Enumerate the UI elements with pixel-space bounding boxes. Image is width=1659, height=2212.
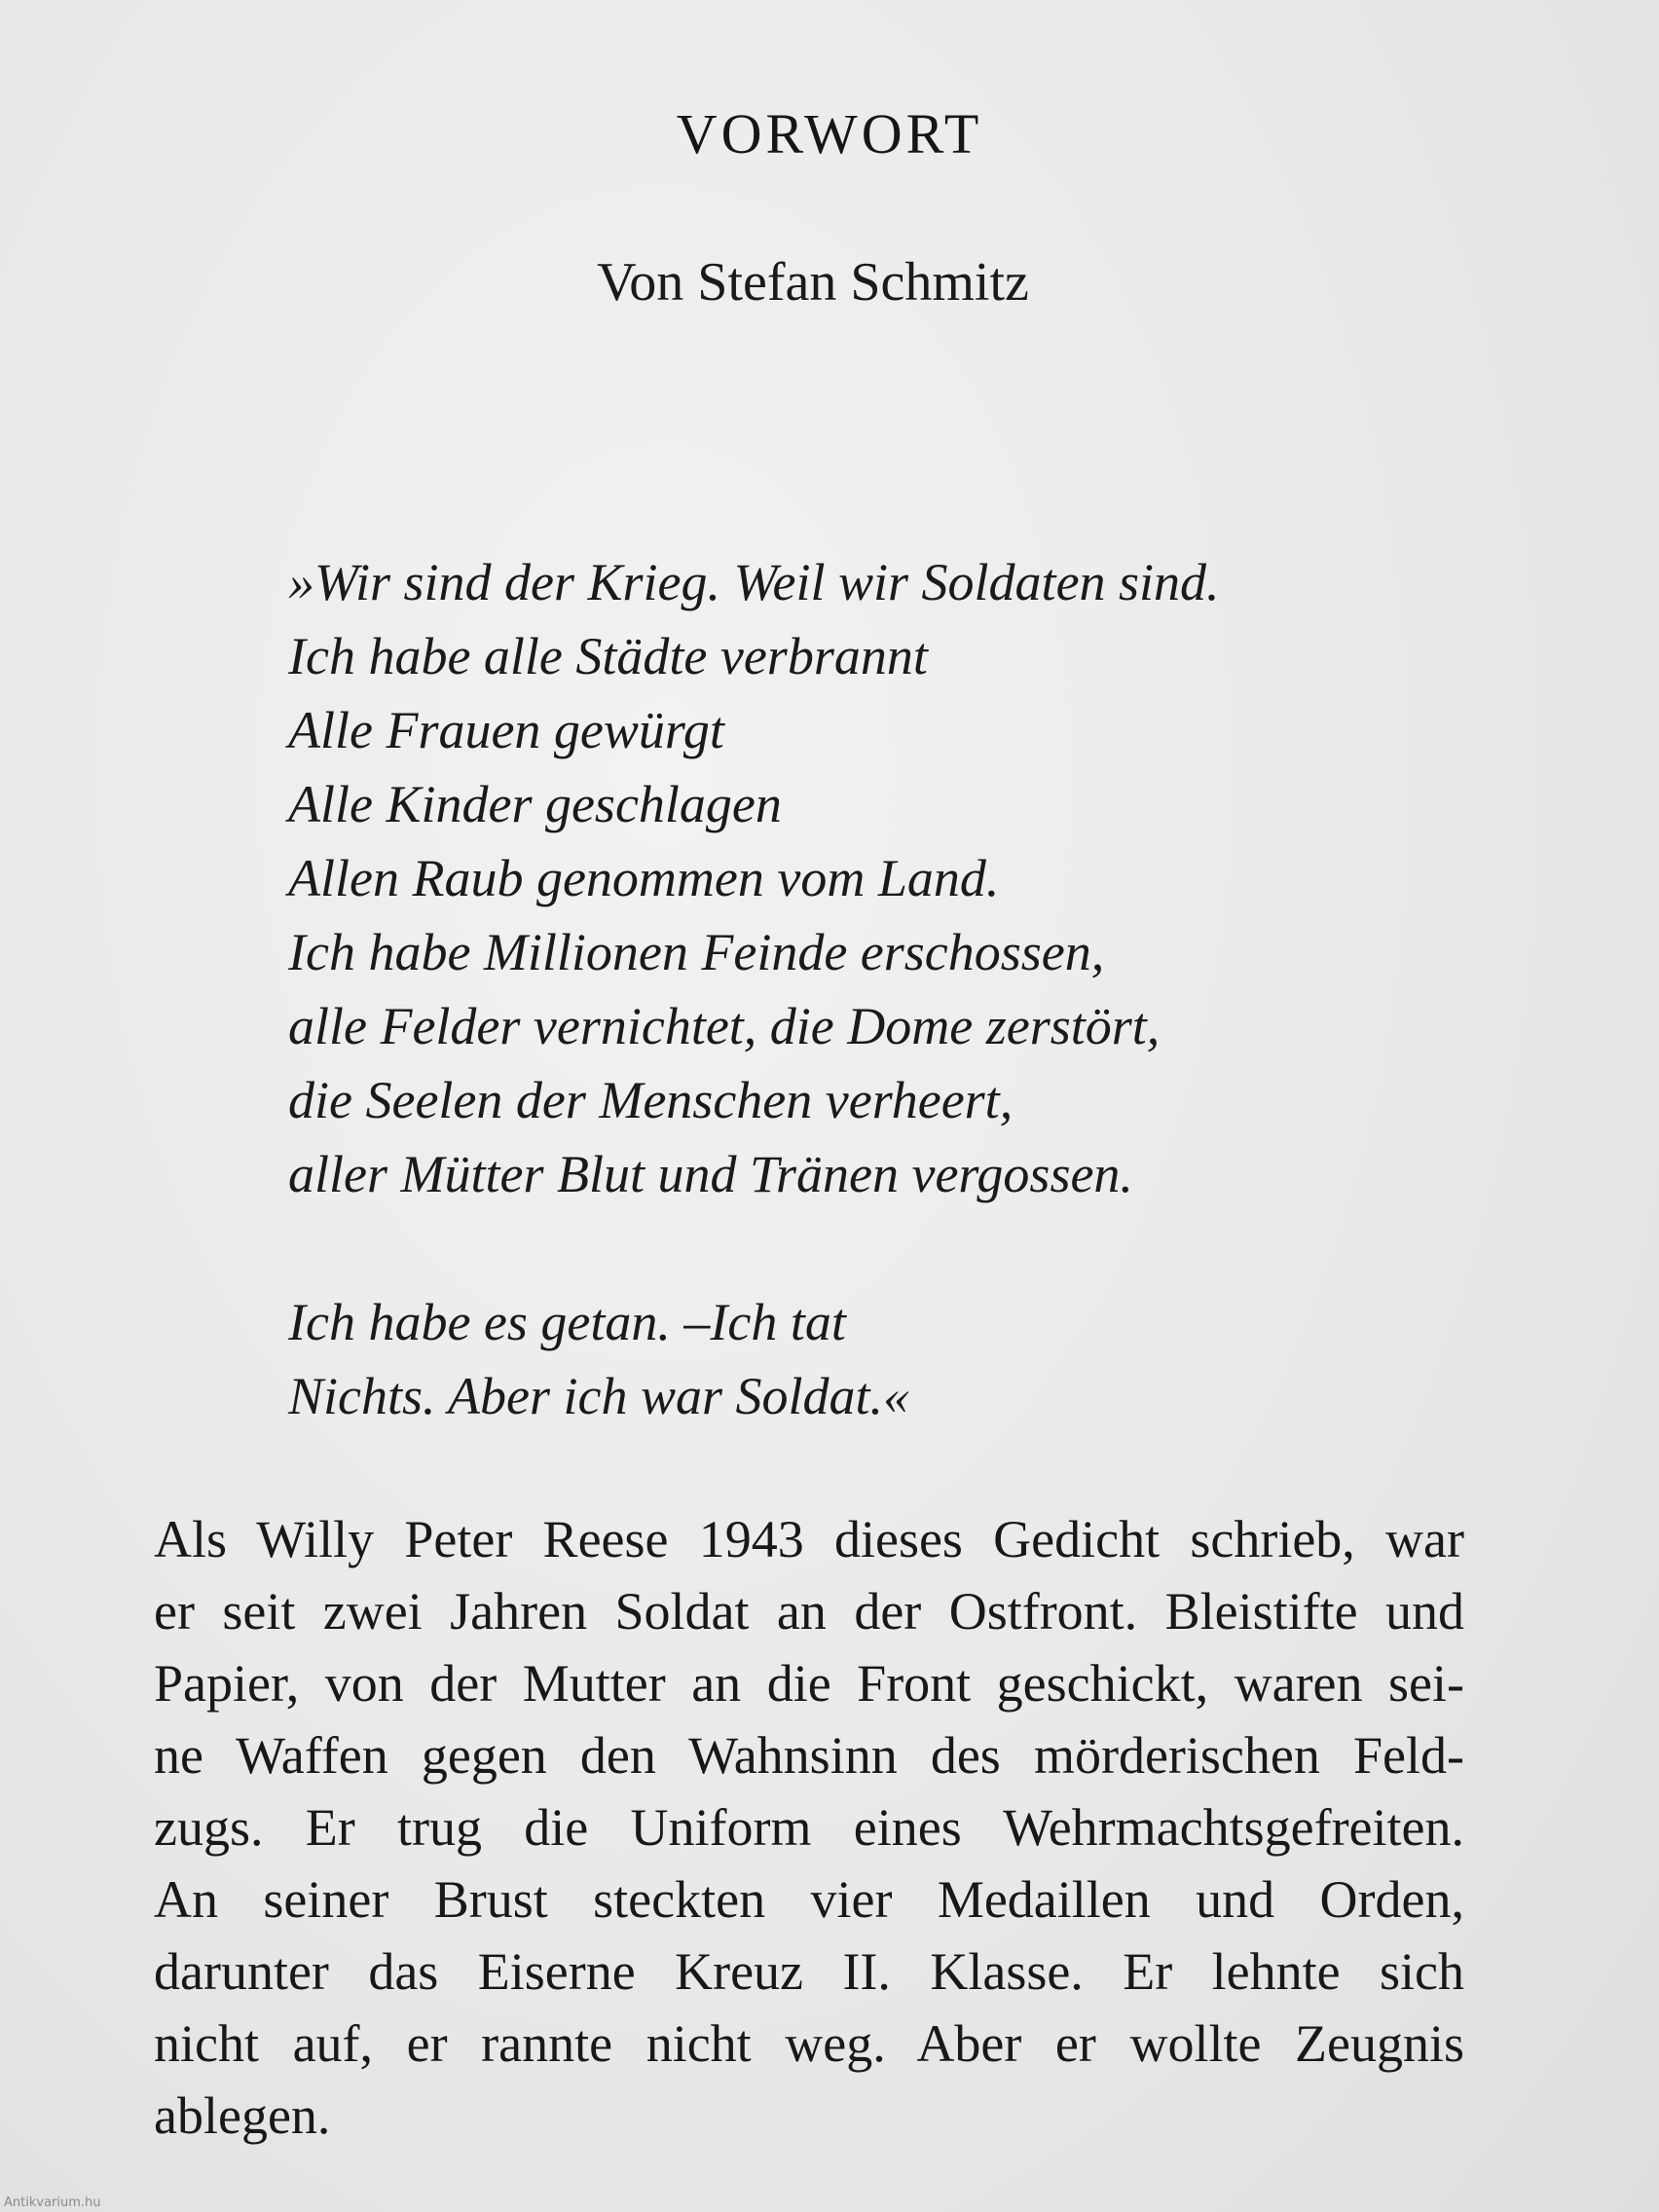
poem-line: Ich habe alle Städte verbrannt (288, 627, 928, 685)
site-watermark: Antikvarium.hu (4, 2195, 101, 2210)
paragraph-line: ne Waffen gegen den Wahnsinn des mörderischen Feld- (154, 1726, 1464, 1785)
poem-line: Alle Kinder geschlagen (288, 775, 782, 833)
poem-line: Ich habe Millionen Feinde erschossen, (288, 923, 1105, 981)
paragraph-line: zugs. Er trug die Uniform eines Wehrmachtsgefreiten. (154, 1798, 1464, 1857)
paragraph-line: darunter das Eiserne Kreuz II. Klasse. Er lehnte sich (154, 1942, 1464, 2001)
poem-line: »Wir sind der Krieg. Weil wir Soldaten sind. (288, 553, 1220, 611)
poem-line: Nichts. Aber ich war Soldat.« (288, 1367, 910, 1425)
paragraph-line: ablegen. (154, 2086, 331, 2145)
poem-line: Ich habe es getan. –Ich tat (288, 1293, 846, 1351)
poem-quote (288, 545, 1359, 1433)
poem-line: Alle Frauen gewürgt (288, 701, 724, 759)
body-paragraph (154, 1503, 1464, 2152)
page-title: VORWORT (676, 102, 983, 166)
poem-line: aller Mütter Blut und Tränen vergossen. (288, 1145, 1133, 1203)
poem-line: Allen Raub genommen vom Land. (288, 849, 1000, 907)
paragraph-line: An seiner Brust steckten vier Medaillen und Orden, (154, 1870, 1464, 1929)
paragraph-line: er seit zwei Jahren Soldat an der Ostfront. Bleistifte und (154, 1582, 1464, 1641)
poem-line: alle Felder vernichtet, die Dome zerstört, (288, 997, 1161, 1055)
paragraph-line: Als Willy Peter Reese 1943 dieses Gedicht schrieb, war (154, 1510, 1464, 1568)
paragraph-line: Papier, von der Mutter an die Front geschickt, waren sei- (154, 1654, 1464, 1713)
author-byline: Von Stefan Schmitz (597, 252, 1029, 313)
paragraph-line: nicht auf, er rannte nicht weg. Aber er wollte Zeugnis (154, 2014, 1464, 2073)
poem-line: die Seelen der Menschen verheert, (288, 1071, 1014, 1129)
